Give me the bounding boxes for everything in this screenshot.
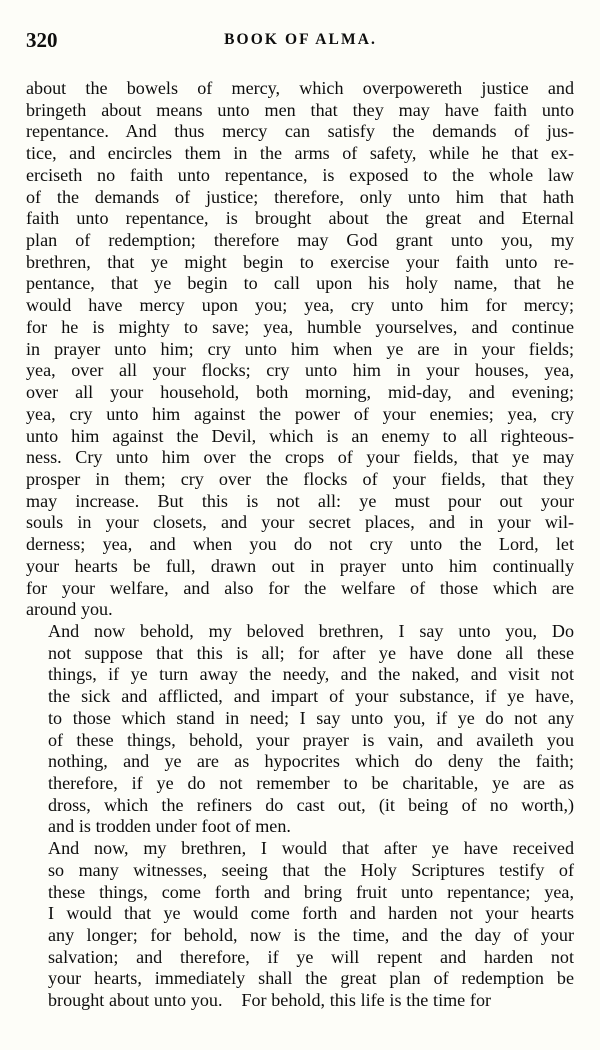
text-line: bringeth about means unto men that they may have faith unto [26, 99, 574, 120]
text-line: around you. [26, 599, 113, 620]
text-line: for he is mighty to save; yea, humble yourselves, and continue [26, 316, 574, 337]
text-line: erciseth no faith unto repentance, is exposed to the whole law [26, 164, 574, 185]
text-line: not suppose that this is all; for after ye have done all these [48, 642, 574, 663]
text-line: therefore, if ye do not remember to be charitable, ye are as [48, 773, 574, 793]
paragraph [26, 838, 574, 1012]
text-line: And now behold, my beloved brethren, I say unto you, Do [48, 620, 574, 641]
text-line: And now, my brethren, I would that after ye have received [48, 838, 574, 859]
page-number: 320 [26, 28, 58, 52]
text-line: tice, and encircles them in the arms of safety, while he that ex- [26, 143, 574, 164]
text-line: faith unto repentance, is brought about the great and Eternal [26, 208, 574, 229]
text-line: nothing, and ye are as hypocrites which do deny the faith; [48, 751, 574, 772]
body-text-block [26, 78, 574, 1012]
text-line: the sick and afflicted, and impart of your substance, if ye have, [48, 686, 574, 707]
text-line: and is trodden under foot of men. [48, 816, 291, 837]
text-line: to those which stand in need; I say unto you, if ye do not any [48, 707, 574, 728]
text-line: brought about unto you. For behold, this life is the time for [48, 990, 492, 1011]
paragraph [26, 78, 574, 621]
text-line: plan of redemption; therefore may God grant unto you, my [26, 230, 574, 251]
text-line: yea, cry unto him against the power of your enemies; yea, cry [26, 403, 574, 424]
text-line: unto him against the Devil, which is an enemy to all righteous- [26, 425, 574, 446]
text-line: yea, over all your flocks; cry unto him in your houses, yea, [26, 360, 574, 381]
text-line: salvation; and therefore, if ye will repent and harden not [48, 946, 574, 967]
text-line: of these things, behold, your prayer is vain, and availeth you [48, 729, 574, 750]
text-line: any longer; for behold, now is the time, and the day of your [48, 925, 574, 946]
text-line: ness. Cry unto him over the crops of your fields, that ye may [26, 447, 574, 468]
text-line: in prayer unto him; cry unto him when ye are in your fields; [26, 338, 574, 359]
text-line: souls in your closets, and your secret places, and in your wil- [26, 512, 574, 533]
text-line: prosper in them; cry over the flocks of your fields, that they [26, 468, 574, 489]
text-line: for your welfare, and also for the welfare of those which are [26, 577, 574, 598]
text-line: may increase. But this is not all: ye must pour out your [26, 490, 574, 511]
text-line: so many witnesses, seeing that the Holy Scriptures testify of [48, 859, 574, 880]
text-line: pentance, that ye begin to call upon his holy name, that he [26, 273, 574, 294]
text-line: about the bowels of mercy, which overpowereth justice and [26, 78, 574, 98]
text-line: would have mercy upon you; yea, cry unto him for mercy; [26, 295, 574, 316]
text-line: brethren, that ye might begin to exercise your faith unto re- [26, 251, 574, 272]
text-line: your hearts, immediately shall the great plan of redemption be [48, 968, 574, 989]
text-line: I would that ye would come forth and harden not your hearts [48, 903, 574, 924]
text-line: your hearts be full, drawn out in prayer unto him continually [26, 555, 574, 576]
text-line: dross, which the refiners do cast out, (it being of no worth,) [48, 794, 574, 815]
text-line: of the demands of justice; therefore, only unto him that hath [26, 186, 574, 207]
text-line: repentance. And thus mercy can satisfy the demands of jus- [26, 121, 574, 142]
text-line: over all your household, both morning, mid-day, and evening; [26, 382, 574, 403]
text-line: these things, come forth and bring fruit unto repentance; yea, [48, 881, 574, 902]
paragraph [26, 621, 574, 838]
text-line: things, if ye turn away the needy, and the naked, and visit not [48, 664, 574, 685]
running-head-title: BOOK OF ALMA. [224, 31, 377, 48]
text-line: derness; yea, and when you do not cry unto the Lord, let [26, 534, 574, 555]
page-header [26, 28, 573, 54]
